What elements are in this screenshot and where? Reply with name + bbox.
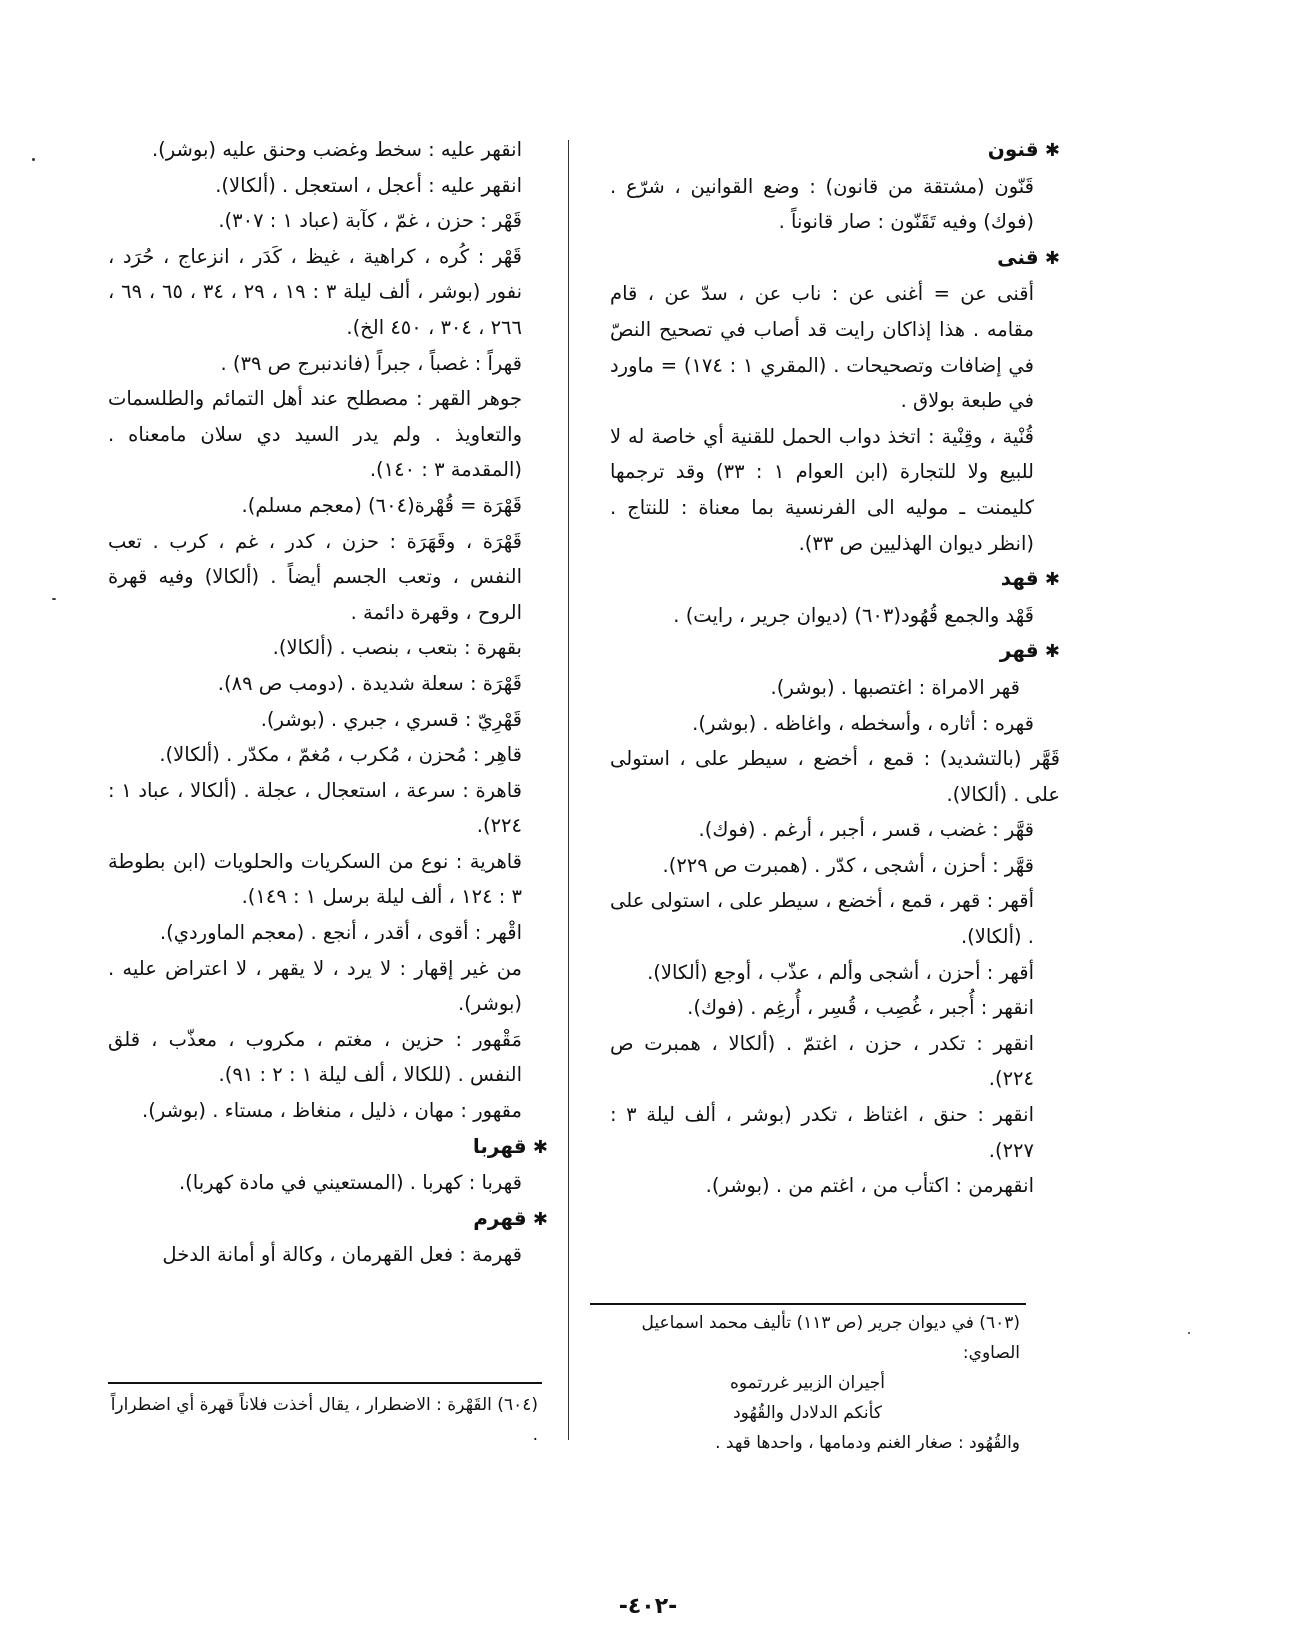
right-column-paragraph: انقهرمن : اكتأب من ، اغتم من . (بوشر). [705, 1174, 1034, 1198]
right-column-paragraph: قهَّر : غضب ، قسر ، أجبر ، أرغم . (فوك). [698, 818, 1034, 842]
left-column-paragraph: انقهر عليه : سخط وغضب وحنق عليه (بوشر). [151, 138, 522, 161]
left-column-paragraph: قهراً : غصباً ، جبراً (فاندنبرج ص ٣٩) . [220, 351, 522, 375]
left-column-paragraph: انقهر عليه : أعجل ، استعجل . (ألكالا). [215, 173, 522, 197]
left-column-paragraph: قَهْر : حزن ، غمّ ، كآبة (عباد ١ : ٣٠٧). [218, 209, 522, 233]
entry-heading [610, 633, 1060, 670]
entry-heading [108, 1129, 548, 1166]
footnote-603-verse-2: كأنكم الدلادل والقُهُود [733, 1403, 882, 1423]
left-column-paragraph: قَهْر : كُره ، كراهية ، غيظ ، كَدَر ، انزعاج ، حُرَد ، نفور (بوشر ، ألف ليلة ٣ : ١٩ ، ٢٩ ، ٣٤ ، ٦٥ ، ٦٩ ، ٢٦٦ ، ٣٠٤ ، ٤٥٠ الخ). [108, 244, 522, 339]
entry-heading-text: قهر [999, 638, 1039, 663]
left-column-paragraph: مَقْهور : حزين ، مغتم ، مكروب ، معذّب ، قلق النفس . (للكالا ، ألف ليلة ١ : ٢ : ٩١). [108, 1027, 522, 1087]
right-column-paragraph: أقنى عن = أغنى عن : ناب عن ، سدّ عن ، قام مقامه . هذا إذاكان رايت قد أصاب في تصحيح النصّ في إضافات وتصحيحات . (المقري ١ : ١٧٤) = ماورد في طبعة بولاق . [610, 282, 1035, 413]
scan-speck [52, 598, 56, 600]
entry-heading-text: قنى [997, 244, 1039, 269]
entry-heading [610, 240, 1060, 277]
left-column-paragraph: قَهْرَة ، وقَهَرَة : حزن ، كدر ، غم ، كرب . تعب النفس ، وتعب الجسم أيضاً . (ألكالا) وفيه قهرة الروح ، وقهرة دائمة . [108, 529, 522, 624]
asterisk-icon: ✱ [1038, 569, 1060, 591]
footnote-rule-left [108, 1382, 542, 1384]
entry-heading [610, 132, 1060, 169]
entry-heading [610, 561, 1060, 598]
footnote-603-gloss: والقُهُود : صغار الغنم ودمامها ، واحدها قهد . [715, 1433, 1020, 1453]
entry-heading-text: قنون [987, 137, 1039, 161]
right-column-paragraph: انقهر : أُجبر ، غُصِب ، قُسِر ، أُرغِم . (فوك). [687, 996, 1034, 1020]
left-column-paragraph: جوهر القهر : مصطلح عند أهل التمائم والطلسمات والتعاويذ . ولم يدر السيد دي سلان مامعناه . (المقدمة ٣ : ١٤٠). [108, 387, 522, 482]
left-column-paragraph: قهرمة : فعل القهرمان ، وكالة أو أمانة الدخل [162, 1243, 522, 1267]
entry-heading-text: قهرم [473, 1205, 527, 1230]
left-column-paragraph: قَهْرَة = قُهْرة(٦٠٤) (معجم مسلم). [241, 493, 522, 517]
right-column-paragraph: قَنّون (مشتقة من قانون) : وضع القوانين ، شرّع . (فوك) وفيه تَقَنّون : صار قانوناً . [610, 174, 1034, 234]
right-column-paragraph: انقهر : حنق ، اغتاظ ، تكدر (بوشر ، ألف ليلة ٣ : ٢٢٧). [610, 1103, 1034, 1162]
left-column-paragraph: مقهور : مهان ، ذليل ، منغاظ ، مستاء . (بوشر). [142, 1099, 522, 1123]
scan-speck [1188, 1332, 1190, 1334]
right-column-paragraph: قَهَّر (بالتشديد) : قمع ، أخضع ، سيطر على ، استولى على . (ألكالا). [610, 747, 1060, 806]
asterisk-icon: ✱ [1038, 140, 1060, 161]
footnote-604 [108, 1390, 538, 1450]
entry-heading-text: قهربا [472, 1133, 527, 1158]
asterisk-icon: ✱ [526, 1136, 548, 1158]
footnote-603-text: (٦٠٣) في ديوان جرير (ص ١١٣) تأليف محمد اسماعيل الصاوي: [641, 1313, 1020, 1363]
left-column-paragraph: قاهِر : مُحزن ، مُكرب ، مُغمّ ، مكدّر . (ألكالا). [159, 743, 522, 767]
right-column-paragraph: قهر الامراة : اغتصبها . (بوشر). [770, 675, 1020, 699]
asterisk-icon: ✱ [1038, 247, 1060, 269]
left-column-paragraph: قاهرية : نوع من السكريات والحلويات (ابن بطوطة ٣ : ١٢٤ ، ألف ليلة برسل ١ : ١٤٩). [108, 849, 522, 909]
left-column-paragraph: قهربا : كهربا . (المستعيني في مادة كهربا). [178, 1171, 522, 1195]
entry-heading [108, 1201, 548, 1238]
right-column-paragraph: قُنْية ، وقِنْية : اتخذ دواب الحمل للقنية أي خاصة له لا للبيع ولا للتجارة (ابن العوام ١ : ٣٣) وقد ترجمها كليمنت ـ موليه الى الفرنسية بما معناة : للنتاج . (انظر ديوان الهذليين ص ٣٣). [610, 424, 1034, 555]
left-column-paragraph: اقْهر : أقوى ، أقدر ، أنجع . (معجم الماوردي). [159, 921, 522, 945]
left-column-paragraph: قَهْرَة : سعلة شديدة . (دومب ص ٨٩). [217, 671, 522, 695]
footnote-603-verse-1: أجيران الزبير غررتموه [729, 1373, 885, 1393]
asterisk-icon: ✱ [526, 1208, 548, 1230]
footnote-rule-right [590, 1303, 1026, 1305]
scan-speck [32, 158, 35, 161]
asterisk-icon: ✱ [1038, 641, 1060, 663]
right-column-paragraph: أقهر : قهر ، قمع ، أخضع ، سيطر على ، استولى على . (ألكالا). [610, 889, 1034, 949]
left-column [108, 132, 548, 1273]
right-column-paragraph: قَهْد والجمع قُهُود(٦٠٣) (ديوان جرير ، رايت) . [673, 603, 1034, 627]
right-column-paragraph: قهره : أثاره ، وأسخطه ، واغاظه . (بوشر). [692, 711, 1034, 735]
page-number: -٤٠٢- [618, 1594, 678, 1619]
column-divider [568, 140, 569, 1440]
right-column [610, 132, 1060, 1204]
left-column-paragraph: بقهرة : بتعب ، بنصب . (ألكالا). [272, 636, 522, 660]
left-column-paragraph: قاهرة : سرعة ، استعجال ، عجلة . (ألكالا ، عباد ١ : ٢٢٤). [108, 778, 522, 838]
entry-heading-text: قهد [1000, 566, 1039, 591]
footnote-603 [595, 1308, 1020, 1458]
right-column-paragraph: أقهر : أحزن ، أشجى وألم ، عذّب ، أوجع (ألكالا). [647, 960, 1034, 984]
footnote-604-text: (٦٠٤) القَهْرة : الاضطرار ، يقال أخذت فلاناً قهرة أي اضطراراً . [110, 1395, 538, 1445]
right-column-paragraph: قهَّر : أحزن ، أشجى ، كدّر . (همبرت ص ٢٢٩). [662, 853, 1034, 877]
right-column-paragraph: انقهر : تكدر ، حزن ، اغتمّ . (ألكالا ، همبرت ص ٢٢٤). [610, 1031, 1034, 1091]
left-column-paragraph: قَهْرِيّ : قسري ، جبري . (بوشر). [260, 707, 522, 731]
left-column-paragraph: من غير إقهار : لا يرد ، لا يقهر ، لا اعتراض عليه . (بوشر). [108, 956, 522, 1016]
